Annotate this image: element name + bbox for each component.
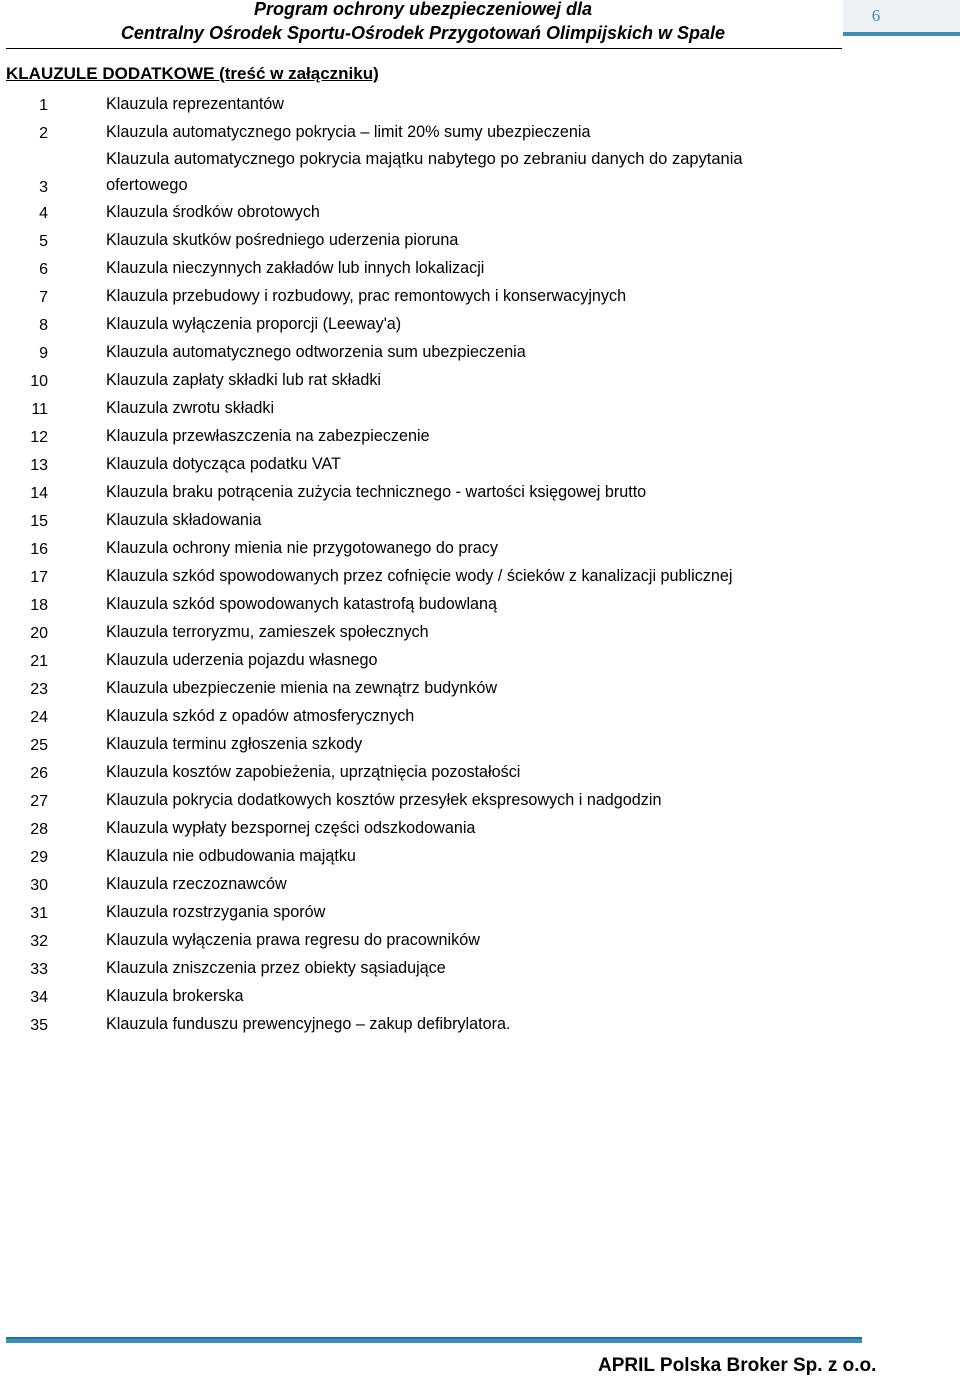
clause-number: 21 bbox=[30, 653, 48, 670]
clause-text: Klauzula kosztów zapobieżenia, uprzątnięcia pozostałości bbox=[106, 763, 521, 781]
clause-row bbox=[0, 506, 900, 534]
clause-text: Klauzula ochrony mienia nie przygotowanego do pracy bbox=[106, 539, 498, 557]
clause-text: Klauzula zniszczenia przez obiekty sąsiadujące bbox=[106, 959, 446, 977]
clause-row bbox=[0, 338, 900, 366]
clause-number: 15 bbox=[30, 513, 48, 530]
clause-number: 34 bbox=[30, 989, 48, 1006]
clause-row bbox=[0, 870, 900, 898]
clause-number: 16 bbox=[30, 541, 48, 558]
clause-text: Klauzula szkód spowodowanych przez cofnięcie wody / ścieków z kanalizacji publicznej bbox=[106, 567, 733, 585]
clause-text: Klauzula wyłączenia prawa regresu do pracowników bbox=[106, 931, 480, 949]
clause-number: 13 bbox=[30, 457, 48, 474]
clause-text: Klauzula pokrycia dodatkowych kosztów przesyłek ekspresowych i nadgodzin bbox=[106, 791, 662, 809]
clause-number: 35 bbox=[30, 1017, 48, 1034]
clause-number: 10 bbox=[30, 373, 48, 390]
clause-text: Klauzula środków obrotowych bbox=[106, 203, 320, 221]
clause-row bbox=[0, 786, 900, 814]
clause-row bbox=[0, 1010, 900, 1038]
clause-row bbox=[0, 282, 900, 310]
clause-number: 8 bbox=[39, 317, 48, 334]
clause-number: 31 bbox=[30, 905, 48, 922]
clause-number: 9 bbox=[39, 345, 48, 362]
clause-row bbox=[0, 534, 900, 562]
clause-row bbox=[0, 982, 900, 1010]
clause-text: Klauzula wyłączenia proporcji (Leeway'a) bbox=[106, 315, 402, 333]
clause-text: Klauzula zwrotu składki bbox=[106, 399, 275, 417]
clause-text: Klauzula szkód z opadów atmosferycznych bbox=[106, 707, 415, 725]
clause-number: 26 bbox=[30, 765, 48, 782]
clause-text: Klauzula przewłaszczenia na zabezpieczenie bbox=[106, 427, 430, 445]
clause-text: Klauzula zapłaty składki lub rat składki bbox=[106, 371, 382, 389]
clause-text: Klauzula skutków pośredniego uderzenia pioruna bbox=[106, 231, 459, 249]
clause-text: Klauzula wypłaty bezspornej części odszkodowania bbox=[106, 819, 476, 837]
clause-row bbox=[0, 394, 900, 422]
section-title: KLAUZULE DODATKOWE (treść w załączniku) bbox=[6, 64, 379, 83]
clause-row bbox=[0, 590, 900, 618]
clause-row bbox=[0, 898, 900, 926]
clause-row bbox=[0, 954, 900, 982]
clause-row bbox=[0, 730, 900, 758]
clause-row bbox=[0, 118, 900, 146]
clause-number: 24 bbox=[30, 709, 48, 726]
clause-text-continuation: ofertowego bbox=[106, 176, 188, 194]
clause-text: Klauzula terroryzmu, zamieszek społecznych bbox=[106, 623, 429, 641]
clause-number: 1 bbox=[39, 97, 48, 114]
clause-number: 28 bbox=[30, 821, 48, 838]
clause-text: Klauzula automatycznego pokrycia majątku nabytego po zebraniu danych do zapytania bbox=[106, 150, 743, 168]
clause-row bbox=[0, 702, 900, 730]
clause-number: 7 bbox=[39, 289, 48, 306]
clause-text: Klauzula reprezentantów bbox=[106, 95, 284, 113]
clause-number: 17 bbox=[30, 569, 48, 586]
clause-number: 3 bbox=[39, 179, 48, 196]
footer-company: APRIL Polska Broker Sp. z o.o. bbox=[598, 1355, 877, 1376]
clause-row bbox=[0, 422, 900, 450]
clause-row bbox=[0, 618, 900, 646]
clause-row bbox=[0, 310, 900, 338]
clause-row bbox=[0, 150, 900, 202]
clause-number: 14 bbox=[30, 485, 48, 502]
clause-number: 18 bbox=[30, 597, 48, 614]
clause-row bbox=[0, 450, 900, 478]
clause-text: Klauzula funduszu prewencyjnego – zakup defibrylatora. bbox=[106, 1015, 511, 1033]
clause-number: 12 bbox=[30, 429, 48, 446]
page-tab-accent-bar bbox=[843, 32, 960, 36]
clause-row bbox=[0, 674, 900, 702]
page-number: 6 bbox=[871, 6, 881, 25]
clause-text: Klauzula składowania bbox=[106, 511, 262, 529]
clause-row bbox=[0, 646, 900, 674]
clause-row bbox=[0, 814, 900, 842]
clause-number: 30 bbox=[30, 877, 48, 894]
clause-row bbox=[0, 90, 900, 118]
clause-row bbox=[0, 478, 900, 506]
clause-number: 27 bbox=[30, 793, 48, 810]
clause-text: Klauzula nie odbudowania majątku bbox=[106, 847, 356, 865]
clause-number: 20 bbox=[30, 625, 48, 642]
clause-row bbox=[0, 366, 900, 394]
clause-number: 4 bbox=[39, 205, 48, 222]
clause-number: 32 bbox=[30, 933, 48, 950]
clause-number: 2 bbox=[39, 125, 48, 142]
clause-text: Klauzula nieczynnych zakładów lub innych lokalizacji bbox=[106, 259, 485, 277]
clause-row bbox=[0, 842, 900, 870]
clause-text: Klauzula rozstrzygania sporów bbox=[106, 903, 326, 921]
clause-text: Klauzula automatycznego odtworzenia sum ubezpieczenia bbox=[106, 343, 526, 361]
clause-number: 23 bbox=[30, 681, 48, 698]
clause-text: Klauzula terminu zgłoszenia szkody bbox=[106, 735, 363, 753]
footer-rule bbox=[6, 1339, 862, 1343]
clause-text: Klauzula ubezpieczenie mienia na zewnątrz budynków bbox=[106, 679, 498, 697]
clause-number: 11 bbox=[31, 401, 48, 418]
clause-row bbox=[0, 926, 900, 954]
clause-text: Klauzula przebudowy i rozbudowy, prac remontowych i konserwacyjnych bbox=[106, 287, 627, 305]
clause-text: Klauzula brokerska bbox=[106, 987, 244, 1005]
clause-text: Klauzula automatycznego pokrycia – limit 20% sumy ubezpieczenia bbox=[106, 123, 591, 141]
clause-number: 33 bbox=[30, 961, 48, 978]
header-rule bbox=[6, 48, 842, 49]
clause-text: Klauzula dotycząca podatku VAT bbox=[106, 455, 341, 473]
clause-number: 29 bbox=[30, 849, 48, 866]
clause-text: Klauzula braku potrącenia zużycia technicznego - wartości księgowej brutto bbox=[106, 483, 647, 501]
clause-row bbox=[0, 198, 900, 226]
clause-row bbox=[0, 758, 900, 786]
clause-text: Klauzula szkód spowodowanych katastrofą budowlaną bbox=[106, 595, 498, 613]
header-title-line1: Program ochrony ubezpieczeniowej dla bbox=[253, 0, 593, 19]
clause-text: Klauzula rzeczoznawców bbox=[106, 875, 287, 893]
clause-row bbox=[0, 226, 900, 254]
clause-row bbox=[0, 562, 900, 590]
clause-row bbox=[0, 254, 900, 282]
header-title-line2: Centralny Ośrodek Sportu-Ośrodek Przygotowań Olimpijskich w Spale bbox=[120, 23, 726, 43]
clause-number: 25 bbox=[30, 737, 48, 754]
clause-number: 5 bbox=[39, 233, 48, 250]
clause-number: 6 bbox=[39, 261, 48, 278]
clause-text: Klauzula uderzenia pojazdu własnego bbox=[106, 651, 378, 669]
